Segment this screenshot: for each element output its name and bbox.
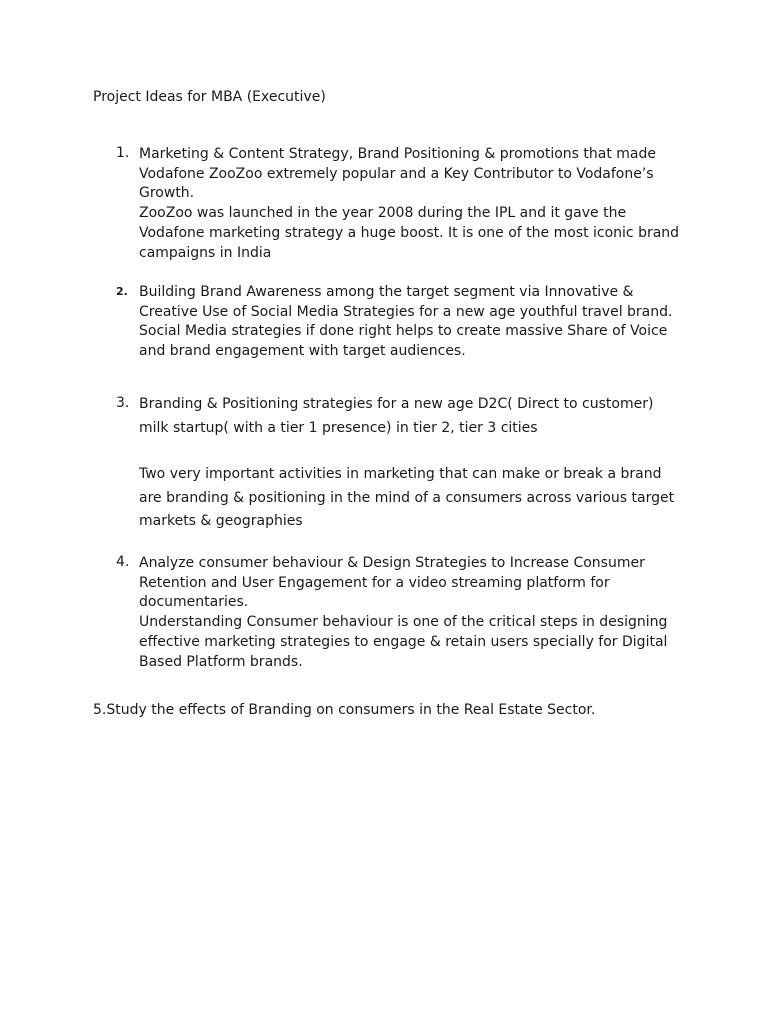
list-item-number: 1.	[116, 145, 130, 161]
list-item-heading: Marketing & Content Strategy, Brand Positioning & promotions that made Vodafone ZooZoo extremely popular and a Key Contributor to Vodafone’s Growth.	[139, 146, 656, 202]
list-item-description: Social Media strategies if done right helps to create massive Share of Voice and brand engagement with target audiences.	[139, 323, 668, 360]
list-item-number: 4.	[116, 554, 130, 570]
list-item-body	[139, 283, 683, 362]
list-item-heading: Building Brand Awareness among the target segment via Innovative & Creative Use of Social Media Strategies for a new age youthful travel brand.	[139, 284, 673, 320]
list-item-heading: Analyze consumer behaviour & Design Strategies to Increase Consumer Retention and User Engagement for a video streaming platform for documentaries.	[139, 555, 645, 611]
list-item-number: 3.	[116, 395, 130, 411]
list-item-5: 5.Study the effects of Branding on consumers in the Real Estate Sector.	[93, 702, 596, 718]
list-item-body	[139, 393, 683, 534]
list-item-body	[139, 554, 683, 672]
list-item-heading: Branding & Positioning strategies for a new age D2C( Direct to customer) milk startup( with a tier 1 presence) in tier 2, tier 3 cities	[139, 396, 654, 436]
list-item-description: Understanding Consumer behaviour is one of the critical steps in designing effective marketing strategies to engage & retain users specially for Digital Based Platform brands.	[139, 614, 668, 670]
list-item-description: ZooZoo was launched in the year 2008 during the IPL and it gave the Vodafone marketing strategy a huge boost. It is one of the most iconic brand campaigns in India	[139, 205, 680, 261]
list-item-body	[139, 145, 683, 263]
list-item-description: Two very important activities in marketing that can make or break a brand are branding & positioning in the mind of a consumers across various target markets & geographies	[139, 466, 675, 529]
list-item-number: 2.	[116, 285, 128, 298]
document-title: Project Ideas for MBA (Executive)	[93, 89, 326, 105]
